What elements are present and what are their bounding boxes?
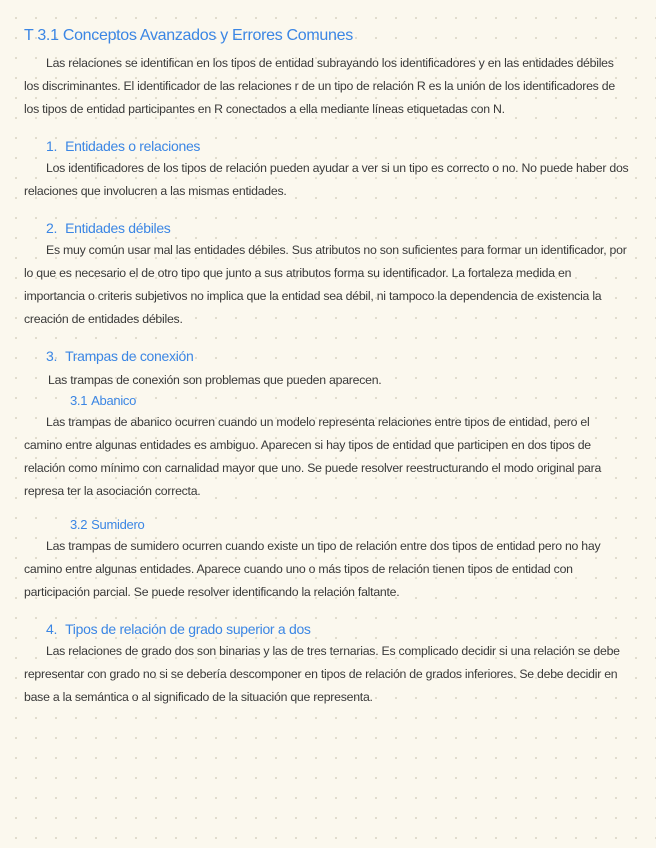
subsection-title: Sumidero bbox=[91, 517, 145, 532]
section-paragraph-entidades-debiles: Es muy común usar mal las entidades débiles. Sus atributos no son suficientes para formar un identificador, por lo que es necesario el de otro tipo que junto a sus atributos forma su identificador. La fortaleza medida en importancia o criteris subjetivos no implica que la entidad sea débil, ni tampoco la dependencia de existencia la creación de entidades débiles. bbox=[24, 243, 627, 326]
section-title: Entidades débiles bbox=[65, 220, 171, 236]
notes-page bbox=[24, 26, 630, 709]
section-heading-trampas-conexion bbox=[46, 345, 630, 367]
subsection-heading-abanico bbox=[70, 391, 630, 411]
section-lead-trampas-conexion: Las trampas de conexión son problemas que pueden aparecen. bbox=[48, 373, 382, 387]
section-number: 1. bbox=[46, 138, 58, 154]
subsection-paragraph-abanico: Las trampas de abanico ocurren cuando un modelo representa relaciones entre tipos de entidad, pero el camino entre algunas entidades es ambiguo. Aparecen si hay tipos de entidad que participen en dos tipos de relación como mínimo con carnalidad mayor que uno. Se puede resolver reestructurando el modo original para represa ter la asociación correcta. bbox=[24, 415, 602, 498]
subsection-number: 3.2 bbox=[70, 517, 88, 532]
section-number: 3. bbox=[46, 348, 58, 364]
section-title: Entidades o relaciones bbox=[65, 138, 201, 154]
page-title: T 3.1 Conceptos Avanzados y Errores Comunes bbox=[24, 27, 353, 44]
spacer bbox=[24, 503, 630, 515]
section-number: 4. bbox=[46, 621, 58, 637]
section-title: Tipos de relación de grado superior a dos bbox=[65, 621, 311, 637]
section-paragraph-entidades-relaciones: Los identificadores de los tipos de relación pueden ayudar a ver si un tipo es correcto o no. No puede haber dos relaciones que involucren a las mismas entidades. bbox=[24, 161, 629, 198]
section-number: 2. bbox=[46, 220, 58, 236]
section-heading-entidades-relaciones bbox=[46, 135, 630, 157]
section-paragraph-grado-superior: Las relaciones de grado dos son binarias y las de tres ternarias. Es complicado decidir si una relación se debe representar con grado no si se debería descomponer en tipos de relación de grados inferiores. Se debe decidir en base a la semántica o al significado de la situación que representa. bbox=[24, 644, 620, 704]
subsection-paragraph-sumidero: Las trampas de sumidero ocurren cuando existe un tipo de relación entre dos tipos de entidad pero no hay camino entre algunas entidades. Aparece cuando uno o más tipos de relación tienen tipos de entidad con participación parcial. Se puede resolver identificando la relación faltante. bbox=[24, 539, 601, 599]
subsection-number: 3.1 bbox=[70, 393, 88, 408]
intro-paragraph: Las relaciones se identifican en los tipos de entidad subrayando los identificadores y en las entidades débiles los discriminantes. El identificador de las relaciones r de un tipo de relación R es la unión de los identificadores de los tipos de entidad participantes en R conectados a ella mediante líneas etiquetadas con N. bbox=[24, 56, 615, 116]
section-heading-entidades-debiles bbox=[46, 217, 630, 239]
subsection-title: Abanico bbox=[91, 393, 137, 408]
section-heading-grado-superior bbox=[46, 618, 630, 640]
subsection-heading-sumidero bbox=[70, 515, 630, 535]
section-title: Trampas de conexión bbox=[65, 348, 194, 364]
